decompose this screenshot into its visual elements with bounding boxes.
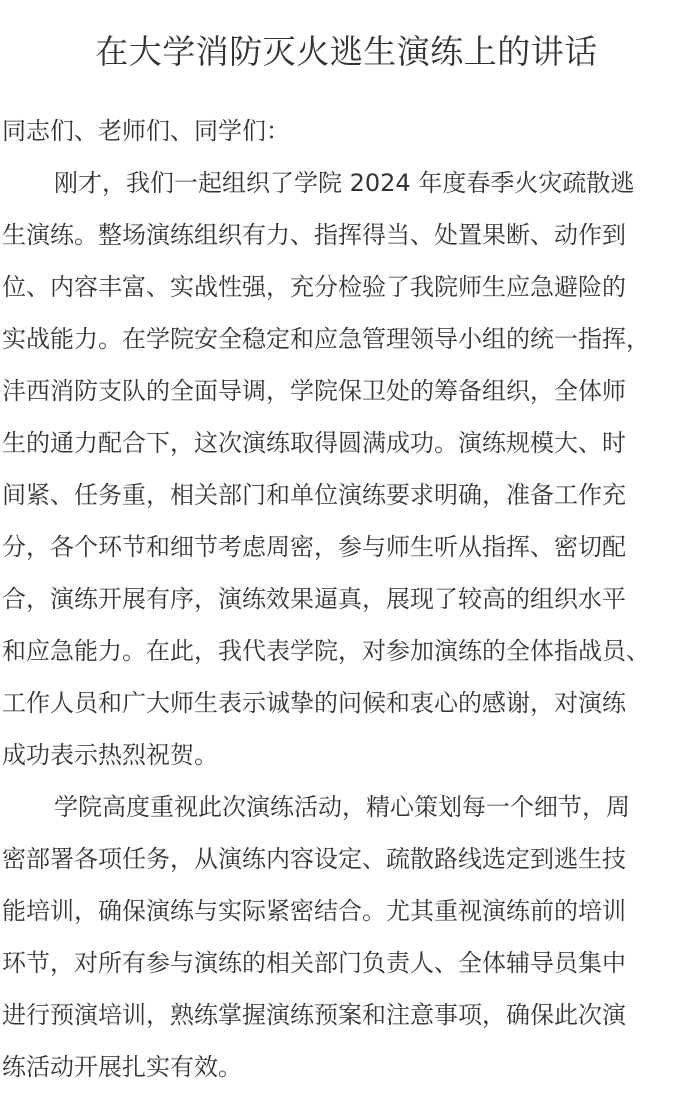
paragraph-2-line-6: 练活动开展扎实有效。 [2, 1053, 242, 1081]
paragraph-1-line-7: 间紧、任务重，相关部门和单位演练要求明确，准备工作充 [2, 481, 626, 509]
paragraph-2-line-3: 能培训，确保演练与实际紧密结合。尤其重视演练前的培训 [2, 897, 626, 925]
paragraph-2-line-4: 环节，对所有参与演练的相关部门负责人、全体辅导员集中 [2, 949, 626, 977]
paragraph-1-line-6: 生的通力配合下，这次演练取得圆满成功。演练规模大、时 [2, 429, 626, 457]
paragraph-2-line-2: 密部署各项任务，从演练内容设定、疏散路线选定到逃生技 [2, 845, 626, 873]
speech-body [2, 105, 693, 1093]
paragraph-2-line-1: 学院高度重视此次演练活动，精心策划每一个细节，周 [54, 793, 630, 821]
paragraph-2-line-5: 进行预演培训，熟练掌握演练预案和注意事项，确保此次演 [2, 1001, 626, 1029]
paragraph-1-line-11: 工作人员和广大师生表示诚挚的问候和衷心的感谢，对演练 [2, 689, 626, 717]
paragraph-1-line-8: 分，各个环节和细节考虑周密，参与师生听从指挥、密切配 [2, 533, 626, 561]
paragraph-1-line-2: 生演练。整场演练组织有力、指挥得当、处置果断、动作到 [2, 221, 626, 249]
paragraph-1-line-10: 和应急能力。在此，我代表学院，对参加演练的全体指战员、 [2, 637, 650, 665]
paragraph-1-line-4: 实战能力。在学院安全稳定和应急管理领导小组的统一指挥， [2, 325, 650, 353]
document-title: 在大学消防灭火逃生演练上的讲话 [95, 32, 598, 71]
paragraph-1-line-3: 位、内容丰富、实战性强，充分检验了我院师生应急避险的 [2, 273, 626, 301]
paragraph-1-line-12: 成功表示热烈祝贺。 [2, 741, 218, 769]
paragraph-1-line-5: 沣西消防支队的全面导调，学院保卫处的筹备组织，全体师 [2, 377, 626, 405]
salutation-line: 同志们、老师们、同学们： [2, 117, 290, 145]
paragraph-1-line-9: 合，演练开展有序，演练效果逼真，展现了较高的组织水平 [2, 585, 626, 613]
paragraph-1-line-1: 刚才，我们一起组织了学院 2024 年度春季火灾疏散逃 [54, 169, 635, 197]
